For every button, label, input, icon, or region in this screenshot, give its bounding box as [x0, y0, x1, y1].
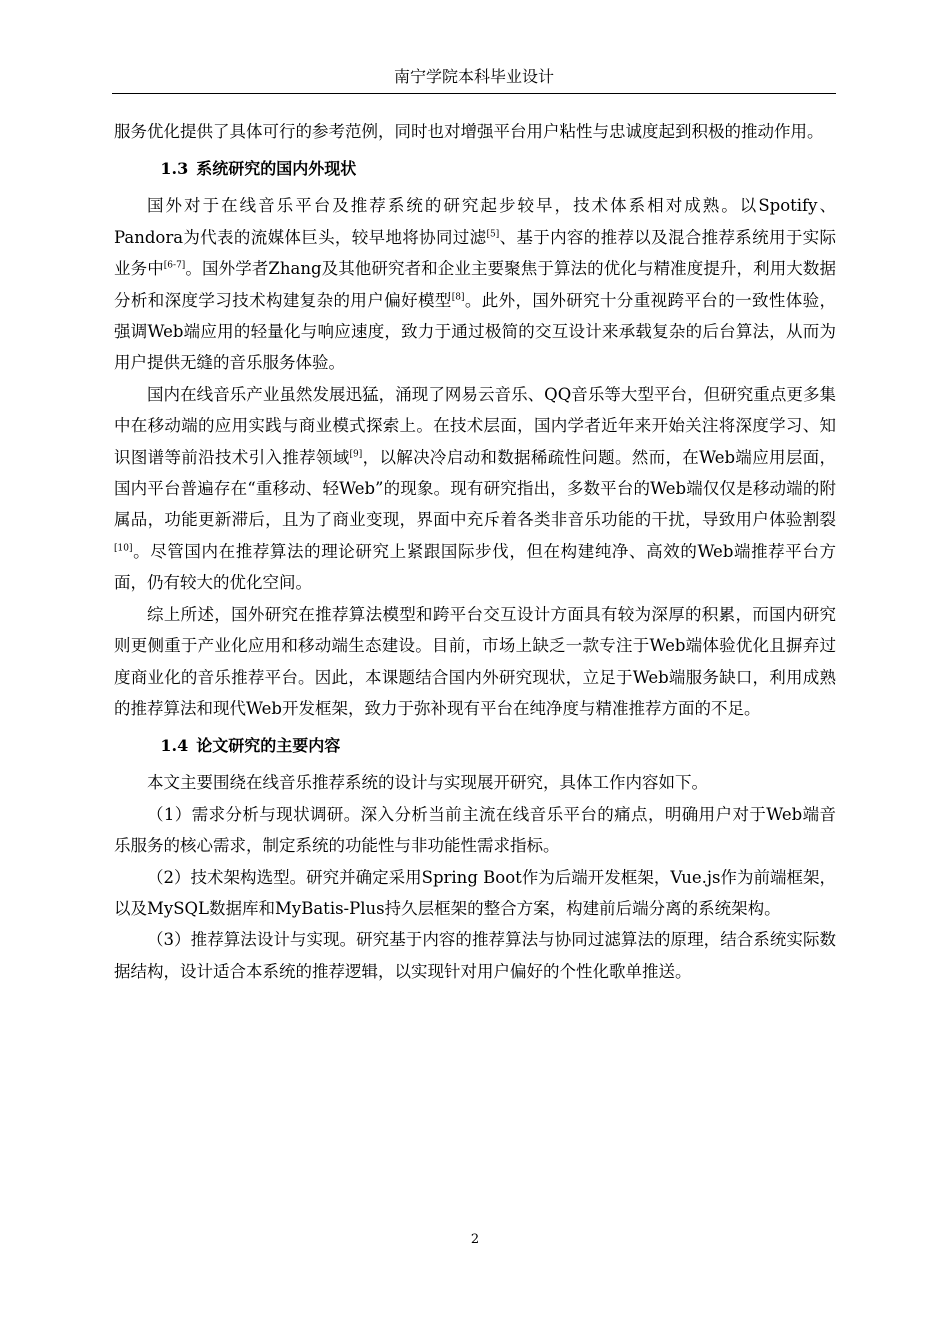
paragraph-text: 国外对于在线音乐平台及推荐系统的研究起步较早，技术体系相对成熟。以Spotify、Pandora为代表的流媒体巨头，较早地将协同过滤 — [114, 196, 836, 247]
header-divider — [112, 93, 836, 94]
page-number: 2 — [470, 1232, 480, 1247]
paragraph-text: 、基于内容的推荐以及混合推荐系统用于实际业务中 — [114, 227, 837, 279]
paragraph-text: 。尽管国内在推荐算法的理论研究上紧跟国际步伐，但在构建纯净、高效的Web端推荐平台方面，仍有较大的优化空间。 — [114, 541, 836, 593]
citation: [5] — [486, 229, 500, 240]
section-title: 系统研究的国内外现状 — [196, 159, 357, 179]
list-item-requirements: （1）需求分析与现状调研。深入分析当前主流在线音乐平台的痛点，明确用户对于Web端音乐服务的核心需求，制定系统的功能性与非功能性需求指标。 — [114, 804, 836, 856]
paragraph-continuation: 服务优化提供了具体可行的参考范例，同时也对增强平台用户粘性与忠诚度起到积极的推动作用。 — [114, 122, 824, 141]
paragraph-domestic-research — [114, 379, 836, 599]
section-heading-1-4 — [114, 730, 836, 761]
section-title: 论文研究的主要内容 — [196, 736, 341, 756]
list-item-algorithm: （3）推荐算法设计与实现。研究基于内容的推荐算法与协同过滤算法的原理，结合系统实际数据结构，设计适合本系统的推荐逻辑，以实现针对用户偏好的个性化歌单推送。 — [114, 930, 836, 981]
list-item-architecture: （2）技术架构选型。研究并确定采用Spring Boot作为后端开发框架，Vue.js作为前端框架，以及MySQL数据库和MyBatis-Plus持久层框架的整合方案，构建前后端分离的系统架构。 — [114, 867, 836, 918]
page-body — [114, 116, 836, 987]
paragraph-text: 国内在线音乐产业虽然发展迅猛，涌现了网易云音乐、QQ音乐等大型平台，但研究重点更多集中在移动端的应用实践与商业模式探索上。在技术层面，国内学者近年来开始关注将深度学习、知识图谱等前沿技术引入推荐领域 — [114, 384, 836, 467]
section-number: 1.4 — [160, 736, 189, 756]
page-header: 南宁学院本科毕业设计 — [393, 67, 554, 86]
paragraph-text: 。国外学者Zhang及其他研究者和企业主要聚焦于算法的优化与精准度提升，利用大数据分析和深度学习技术构建复杂的用户偏好模型 — [114, 259, 836, 310]
citation: [10] — [114, 543, 133, 554]
paragraph-foreign-research — [114, 190, 836, 378]
citation: [9] — [349, 449, 363, 460]
section-heading-1-3 — [114, 153, 836, 184]
citation: [8] — [451, 292, 465, 303]
paragraph-summary: 综上所述，国外研究在推荐算法模型和跨平台交互设计方面具有较为深厚的积累，而国内研究则更侧重于产业化应用和移动端生态建设。目前，市场上缺乏一款专注于Web端体验优化且摒弃过度商业化的音乐推荐平台。因此，本课题结合国内外研究现状，立足于Web端服务缺口，利用成熟的推荐算法和现代Web开发框架，致力于弥补现有平台在纯净度与精准推荐方面的不足。 — [114, 604, 836, 718]
paragraph-intro: 本文主要围绕在线音乐推荐系统的设计与实现展开研究，具体工作内容如下。 — [147, 773, 708, 793]
section-number: 1.3 — [160, 159, 189, 179]
paragraph-text: ，以解决冷启动和数据稀疏性问题。然而，在Web端应用层面，国内平台普遍存在“重移动、轻Web”的现象。现有研究指出，多数平台的Web端仅仅是移动端的附属品，功能更新滞后，且为了商业变现，界面中充斥着各类非音乐功能的干扰，导致用户体验割裂 — [114, 447, 836, 530]
paragraph-text: 。此外，国外研究十分重视跨平台的一致性体验，强调Web端应用的轻量化与响应速度，致力于通过极简的交互设计来承载复杂的后台算法，从而为用户提供无缝的音乐服务体验。 — [114, 290, 837, 373]
citation: [6-7] — [163, 260, 186, 271]
